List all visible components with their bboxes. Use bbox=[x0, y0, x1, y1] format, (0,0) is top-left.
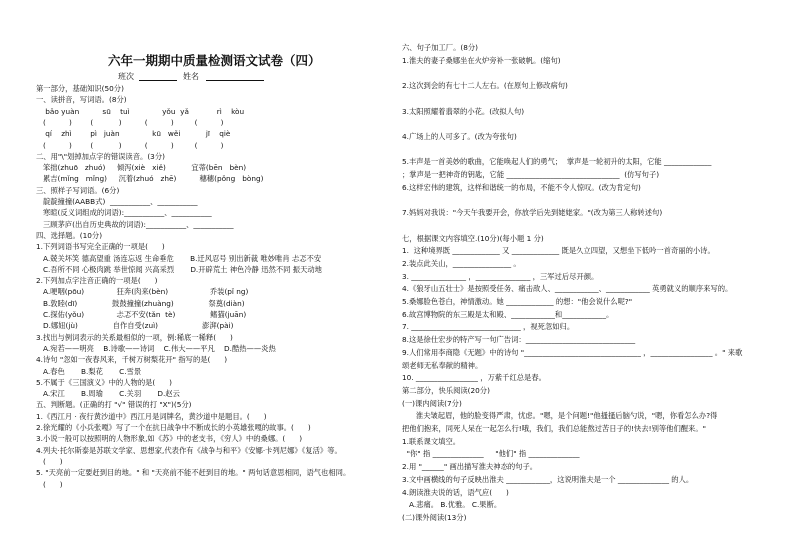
right-line: 淮夫皱起眉，他的脸变得严肃，忧虑。"嗯，是个问题!"他搔搔后脑勺说，"嗯，你看怎么办?得 bbox=[402, 411, 718, 421]
left-line: 2.下列加点字注音正确的一项是( ) bbox=[36, 276, 158, 286]
left-line: A.春色 B.梨花 C.雪景 bbox=[36, 366, 142, 376]
right-line: 3. _______________ ，_______________ ，三军过后尽开颜。 bbox=[402, 271, 599, 281]
left-line: 一、读拼音，写词语。(8分) bbox=[36, 95, 127, 105]
left-line: A.兢关坏笑 德高望重 汤连忘返 生命垂危 B.迁风忍号 别出新裁 唯妙唯肖 忐忑不安 bbox=[36, 253, 322, 263]
right-line: A.悲痛。 B.优雅。 C.果断。 bbox=[402, 500, 502, 510]
right-line: 2.这次到会的有七十二人左右。(在原句上修改病句) bbox=[402, 81, 568, 91]
right-line: 7. ______________________________ ，视死忽如归。 bbox=[402, 322, 575, 332]
left-line: ( ) ( ) ( ) ( ) bbox=[36, 117, 224, 127]
left-line: 5. "天亮前一定要赶到目的地。" 和 "天亮前不能不赶到目的地。" 两句话意思相同，语气也相同。 bbox=[36, 468, 351, 478]
left-line: 四、选择题。(10分) bbox=[36, 230, 103, 240]
right-line: 1.淮夫的妻子桑娜坐在火炉旁补一张破帆。(缩句) bbox=[402, 55, 561, 65]
left-line: A.宋江 B.周瑜 C.关羽 D.赵云 bbox=[36, 389, 180, 399]
left-line: A.哽咽(pōu) 狂奔(肉来(bèn) 乔装(pǐ ng) bbox=[36, 287, 249, 297]
left-line: 三顾茅庐(出自历史典故的词语):___________、___________ bbox=[36, 219, 234, 229]
left-line: C.吾所不同 心极肉跳 举世惊闻 兴高采烈 D.开辟荒土 神色冷静 迅然不同 振天动地 bbox=[36, 264, 322, 274]
right-line: 10. _________________ ，万紫千红总是春。 bbox=[402, 373, 546, 383]
left-line: 4.诗句 "忽如一夜春风来，千树万树梨花开" 指写的是( ) bbox=[36, 355, 228, 365]
left-line: A.宛若——明亮 B.诗歌——诗词 C.伟大——平凡 D.酷热——炎热 bbox=[36, 343, 276, 353]
right-line: 5.丰声是一首美妙的歌曲，它能唤起人们的勇气； 掌声是一轮初升的太阳，它能 _____________ bbox=[402, 157, 712, 167]
left-line: 第一部分，基础知识(50分) bbox=[36, 84, 124, 93]
right-line: (一)课内阅读(7分) bbox=[402, 398, 462, 408]
right-line: 5.桑娜脸色苍白，神情激动。她 _____________ 的想："他会说什么呢?" bbox=[402, 297, 633, 306]
right-line: 7.妈妈对我说："今天午我要开会，你放学后先到姥姥家。"(改为第三人称转述句) bbox=[402, 208, 663, 218]
right-line: ；掌声是一把神奇的钥匙，它能 _______________________________ (仿写句子) bbox=[402, 170, 660, 179]
left-line: ( ) ( ) ( ) ( ) bbox=[36, 140, 224, 150]
name-label: 姓名 bbox=[183, 72, 199, 81]
right-line: 6.故宫博物院的东三殿是太和殿、____________和____________。 bbox=[402, 309, 614, 319]
right-line: 3.太阳照耀着翡翠的小花。(改拟人句) bbox=[402, 106, 525, 116]
right-line: 六、句子加工厂。(8分) bbox=[402, 43, 479, 52]
right-line: 2.用 "______" 画出描写淮夫神态的句子。 bbox=[402, 462, 538, 472]
right-line: 9.人们常用李商隐《无题》中的诗句 "________________________________ ，_________________ 。" 来歌 bbox=[402, 347, 743, 357]
right-line: (二)课外阅读(13分) bbox=[402, 512, 467, 522]
left-line: 5.不属于《三国演义》中的人物的是( ) bbox=[36, 377, 173, 387]
page-title: 六年一期期中质量检测语文试卷（四） bbox=[108, 53, 321, 68]
left-line: ( ) bbox=[36, 479, 63, 489]
class-blank[interactable] bbox=[139, 72, 177, 81]
right-line: 颂老师无私奉献的精神。 bbox=[402, 360, 483, 370]
left-line: bǎo yuàn sū tuì yǒu yǎ rì kòu bbox=[36, 106, 245, 116]
left-line: 1.下列词语书写完全正确的一项是( ) bbox=[36, 242, 165, 252]
left-line: 三、照样子写词语。(6分) bbox=[36, 185, 120, 195]
left-line: 二、用"\"划掉加点字的错误读音。(3分) bbox=[36, 151, 165, 161]
right-line: 8.这是徐仕宏步的特产写一句广告词：______________________________ bbox=[402, 335, 636, 345]
left-line: 五、判断题。(正确的打 "√" 错误的打 "X")(5分) bbox=[36, 400, 192, 410]
right-line: 把他们抱来，同死人呆在一起怎么行!哦，我们，我们总能熬过苦日子的!快去!别等他们醒来。" bbox=[402, 424, 707, 433]
left-line: 2.徐光耀的《小兵张嘎》写了一个在抗日战争中不断成长的小英雄张嘎的故事。( ) bbox=[36, 423, 311, 432]
name-blank[interactable] bbox=[206, 72, 264, 81]
right-line: 1. 这种境界既 _____________ 又 _____________ 既是久立四望，又想坐下低吟一首奇丽的小诗。 bbox=[402, 246, 715, 256]
right-line: 第二部分，快乐阅读(20分) bbox=[402, 385, 490, 395]
right-line: 4.朗读淮夫说的话，语气应( ) bbox=[402, 487, 509, 497]
left-line: D.娜妞(jù) 自作自受(zuì) 澎湃(pài) bbox=[36, 321, 234, 331]
left-line: 1.《西江月 · 夜行黄沙道中》西江月是词牌名，黄沙道中是题目。( ) bbox=[36, 411, 267, 421]
left-line: 累吉(mǐng mǐng) 沉着(zhuó zhē) 穗穗(pǒng bòng) bbox=[36, 174, 264, 184]
class-label: 班次 bbox=[118, 72, 134, 81]
right-line: 七，根据课文内容填空.(10分)(每小题 1 分) bbox=[402, 233, 544, 243]
left-line: C.探佑(yǒu) 忐忑不安(tǎn tè) 鳍猫(juān) bbox=[36, 310, 247, 319]
left-line: 3.找出与例词表示的关系最相似的一项，例:稀底一稀释( ) bbox=[36, 332, 233, 342]
left-line: ( ) bbox=[36, 456, 63, 466]
right-line: 4.广场上的人可多了。(改为夸张句) bbox=[402, 131, 517, 141]
left-line: 笨拙(zhuō zhuó) 倾泻(xiè xiě) 宜蒂(bēn bèn) bbox=[36, 163, 247, 173]
left-line: 3.小说一般可以按照明的人物形象,如《苏》中的老支书，《穷人》中的桑娜。( ) bbox=[36, 434, 303, 444]
left-line: 4.列夫·托尔斯泰是苏联文学家、思想家,代表作有《战争与和平》《安娜·卡列尼娜》《复活》等。 bbox=[36, 445, 342, 455]
left-line: B.敦睦(dī) 鼓鼓撞撞(zhuàng) 祭奠(diàn) bbox=[36, 298, 245, 308]
right-line: 4.《狼牙山五壮士》是按照受任务、痛击敌人、____________、____________ 英勇就义的顺序来写的。 bbox=[402, 284, 733, 294]
left-line: 靛靛撞撞(AABB式) ___________、___________ bbox=[36, 197, 198, 206]
left-line: 寒暄(反义词组成的词语):___________、___________ bbox=[36, 208, 212, 218]
right-line: "你" 指 ______________ "他们" 指 ______________ bbox=[402, 449, 580, 459]
right-line: 3.文中画横线的句子反映出淮夫 ____________，这说明淮夫是一个 ______________ 的人。 bbox=[402, 474, 694, 484]
right-line: 2.装点此关山，________________ 。 bbox=[402, 258, 521, 268]
right-line: 6.这样宏伟的建筑，这样和谐统一的布局，不能不令人惊叹。(改为肯定句) bbox=[402, 182, 641, 192]
left-line: qí zhì pì juàn kū wěi jī qiè bbox=[36, 129, 231, 139]
right-line: 1.联系课文填空。 bbox=[402, 436, 461, 446]
